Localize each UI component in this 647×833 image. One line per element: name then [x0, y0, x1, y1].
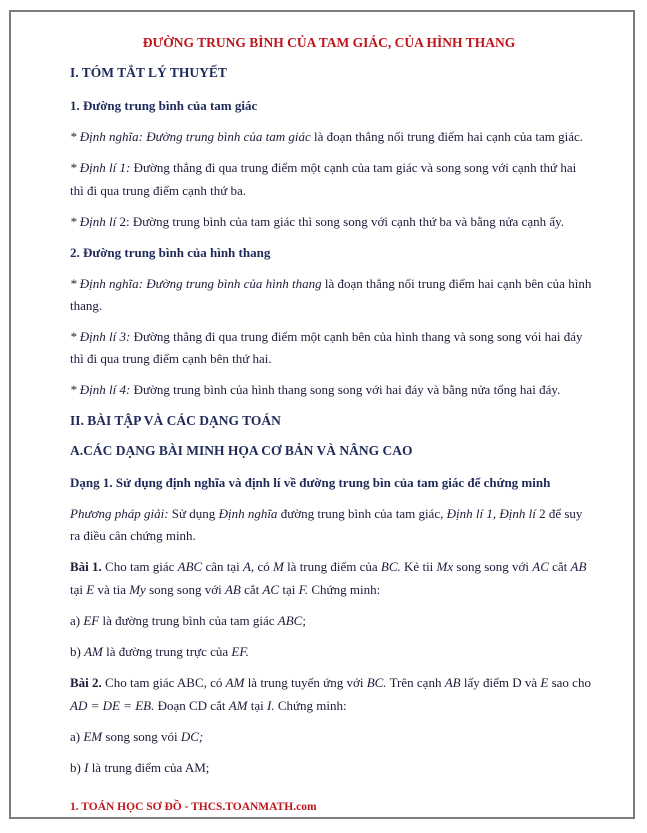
page-footer: 1. TOÁN HỌC SƠ ĐỒ - THCS.TOANMATH.com: [70, 801, 317, 813]
text-run: tại: [279, 582, 299, 597]
text-run: cắt: [548, 559, 571, 574]
text-run: là đường trung bình của tam giác: [99, 613, 278, 628]
text-run: a): [70, 613, 84, 628]
math-symbol: Mx: [436, 559, 454, 574]
exercise-1-line-1: [70, 559, 586, 575]
theorem-4: [70, 382, 560, 398]
theorem-3-line-2: thì đi qua trung điểm cạnh bên thứ hai.: [70, 351, 272, 366]
exercise-2-label: Bài 2.: [70, 675, 102, 690]
text-run: Chứng minh:: [308, 582, 381, 597]
math-symbol: AM: [84, 644, 103, 659]
text-run: ;: [302, 613, 306, 628]
theorem-4-text: Đường trung bình của hình thang song song với hai đáy và bằng nửa tổng hai đáy.: [130, 382, 561, 397]
math-symbol: ABC: [277, 613, 303, 628]
section-2-subheading: A.CÁC DẠNG BÀI MINH HỌA CƠ BẢN VÀ NÂNG CAO: [70, 443, 413, 458]
text-run: cân tại: [202, 559, 243, 574]
theorem-1-line-2: thì đi qua trung điểm cạnh thứ ba.: [70, 183, 247, 198]
form-1-heading: Dạng 1. Sử dụng định nghĩa và định lí về đường trung bìn của tam giác để chứng minh: [70, 475, 551, 490]
math-symbol: My: [129, 582, 146, 597]
text-run: lấy điểm D và: [460, 675, 541, 690]
text-run: là trung điểm của: [283, 559, 381, 574]
theorem-4-label: * Định lí 4:: [70, 382, 131, 397]
text-run: Chứng minh:: [274, 698, 347, 713]
definition-trapezoid-line-1: [70, 276, 591, 292]
exercise-1-label: Bài 1.: [70, 559, 102, 574]
theorem-3-label: * Định lí 3:: [70, 329, 131, 344]
math-symbol: EF.: [231, 644, 249, 659]
definition-triangle: [70, 129, 583, 145]
exercise-1-part-b: [70, 644, 249, 660]
math-symbol: AB: [570, 559, 587, 574]
theorem-3-line-1: [70, 329, 583, 345]
text-run: Cho tam giác ABC, có: [101, 675, 226, 690]
exercise-2-text: [102, 675, 591, 690]
math-symbol: AB: [224, 582, 241, 597]
math-symbol: ABC: [177, 559, 203, 574]
math-symbol: DC;: [180, 729, 204, 744]
theorem-2-label: * Định lí: [70, 214, 117, 229]
math-symbol: I: [84, 760, 89, 775]
theorem-2-text: 2: Đường trung bình của tam giác thì song song với cạnh thứ ba và bằng nửa cạnh ấy.: [116, 214, 565, 229]
text-run: b): [70, 644, 85, 659]
math-symbol: AM: [228, 698, 248, 713]
text-run: Kẻ tii: [400, 559, 437, 574]
math-symbol: EF: [83, 613, 100, 628]
theorem-3-text: Đường thẳng đi qua trung điểm một cạnh bên của hình thang và song song vói hai đáy: [130, 329, 583, 344]
text-run: là đường trung trực của: [102, 644, 232, 659]
exercise-2-line-1: [70, 675, 591, 691]
method-text: đường trung bình của tam giác,: [277, 506, 447, 521]
text-run: là trung tuyến ứng với: [244, 675, 367, 690]
text-run: là trung điểm của AM;: [88, 760, 210, 775]
definition-text: là đoạn thẳng nối trung điểm hai cạnh của tam giác.: [310, 129, 583, 144]
text-run: Đoạn CD cắt: [154, 698, 229, 713]
definition-text: là đoạn thẳng nối trung điểm hai cạnh bên của hình: [321, 276, 592, 291]
section-1-heading: I. TÓM TẮT LÝ THUYẾT: [70, 65, 227, 80]
math-symbol: BC.: [366, 675, 387, 690]
text-run: tại: [70, 582, 87, 597]
exercise-1-line-2: [70, 582, 380, 598]
method-text: 2 để suy: [535, 506, 583, 521]
text-run: cắt: [240, 582, 263, 597]
subsection-1-heading: 1. Đường trung bình của tam giác: [70, 98, 258, 113]
document-title: ĐƯỜNG TRUNG BÌNH CỦA TAM GIÁC, CỦA HÌNH THANG: [142, 35, 516, 50]
text-run: song song với: [453, 559, 533, 574]
math-symbol: I.: [267, 698, 275, 713]
method-text: Sử dụng: [168, 506, 219, 521]
text-run: song song vói: [102, 729, 181, 744]
text-run: tại: [247, 698, 267, 713]
exercise-1-part-a: [70, 613, 306, 629]
text-run: Cho tam giác: [101, 559, 178, 574]
method-italic: Định nghĩa: [218, 506, 278, 521]
text-run: có: [254, 559, 273, 574]
math-symbol: BC.: [380, 559, 401, 574]
math-symbol: E: [540, 675, 549, 690]
method-line-2: ra điều cân chứng minh.: [70, 528, 196, 543]
subsection-2-heading: 2. Đường trung bình của hình thang: [70, 245, 271, 260]
text-run: a): [70, 729, 84, 744]
section-2-heading: II. BÀI TẬP VÀ CÁC DẠNG TOÁN: [70, 413, 281, 428]
math-symbol: A,: [242, 559, 255, 574]
exercise-1-text: [102, 559, 587, 574]
text-run: và tia: [94, 582, 130, 597]
exercise-2-part-a: [70, 729, 203, 745]
exercise-2-part-b: [70, 760, 209, 776]
text-run: b): [70, 760, 85, 775]
definition-label: * Định nghĩa: Đường trung bình của hình thang: [70, 276, 322, 291]
math-symbol: AM: [225, 675, 245, 690]
text-run: Trên cạnh: [386, 675, 445, 690]
exercise-2-line-2: [70, 698, 347, 714]
text-run: song song với: [145, 582, 225, 597]
definition-trapezoid-line-2: thang.: [70, 298, 103, 313]
text-run: sao cho: [548, 675, 591, 690]
math-symbol: E: [86, 582, 95, 597]
theorem-1-line-1: [70, 160, 576, 176]
theorem-2: [70, 214, 564, 230]
math-symbol: AD = DE = EB.: [70, 698, 155, 713]
math-symbol: M: [272, 559, 284, 574]
math-symbol: AC: [262, 582, 280, 597]
math-symbol: AB: [444, 675, 461, 690]
method-italic: Định lí 1, Định lí: [446, 506, 536, 521]
theorem-1-label: * Định lí 1:: [70, 160, 131, 175]
math-symbol: EM: [83, 729, 103, 744]
math-symbol: AC: [532, 559, 549, 574]
theorem-1-text: Đường thẳng đi qua trung điểm một cạnh của tam giác và song song với cạnh thứ hai: [130, 160, 577, 175]
math-symbol: F.: [298, 582, 309, 597]
method-line-1: [70, 506, 582, 522]
method-label: Phương pháp giải:: [70, 506, 169, 521]
definition-label: * Định nghĩa: Đường trung bình của tam giác: [70, 129, 311, 144]
